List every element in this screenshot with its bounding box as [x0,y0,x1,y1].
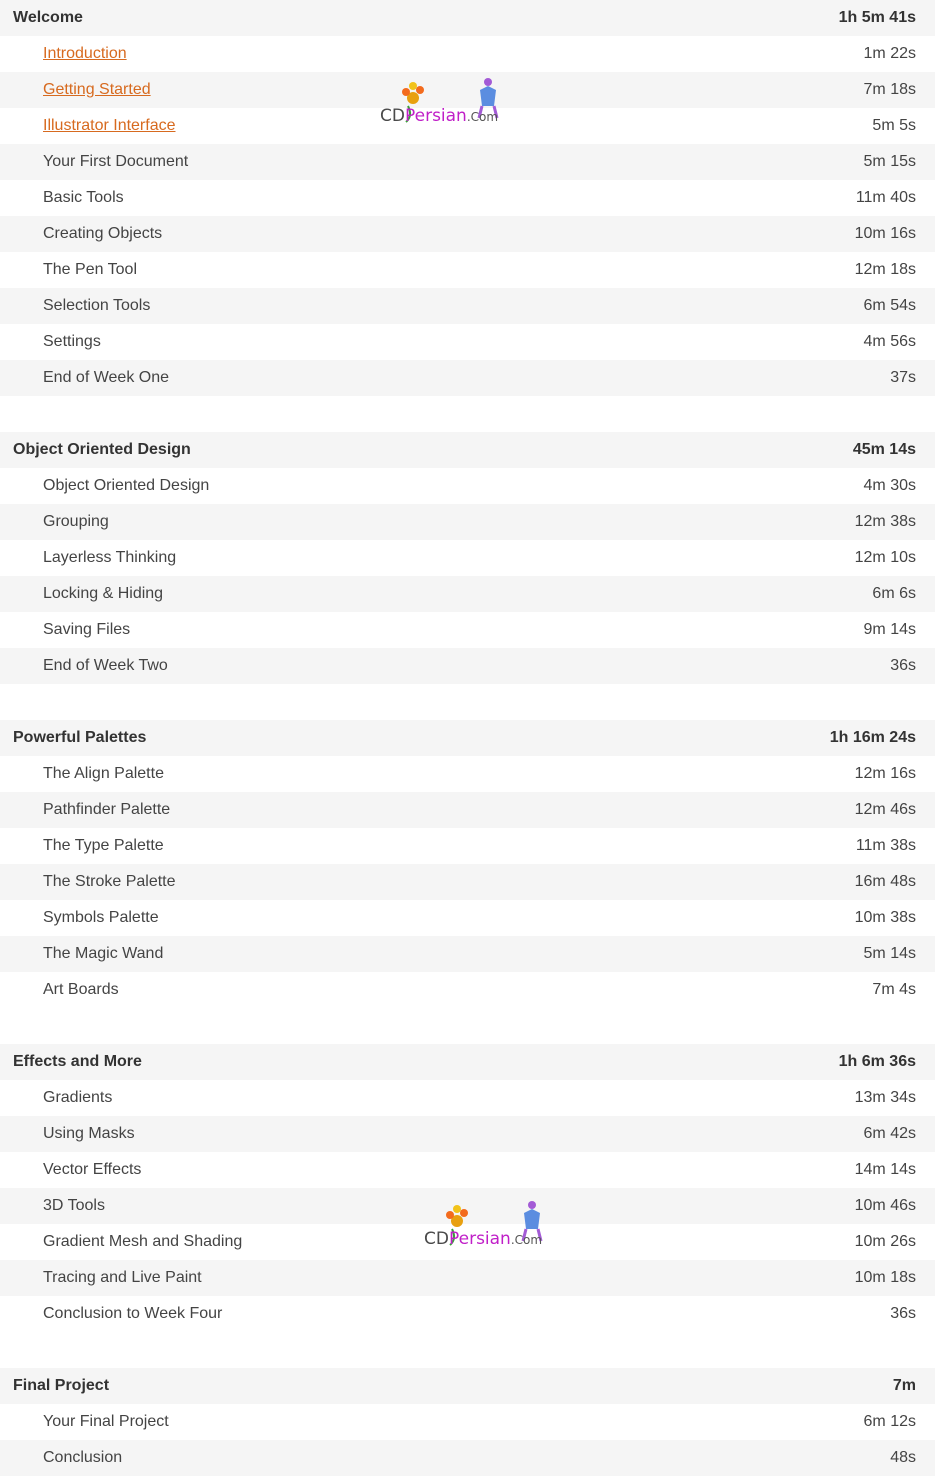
lesson-title [43,540,176,576]
lesson-row [0,1296,935,1332]
lesson-duration: 48s [890,1449,916,1466]
lesson-title-text: Vector Effects [43,1161,142,1178]
lesson-row [0,1080,935,1116]
lesson-title-text: Basic Tools [43,189,124,206]
lesson-title-text: The Magic Wand [43,945,164,962]
lesson-title [43,252,137,288]
lesson-link[interactable]: Illustrator Interface [43,117,176,134]
lesson-title-text: Selection Tools [43,297,151,314]
lesson-title [43,1116,135,1152]
lesson-row [0,144,935,180]
section-duration: 1h 16m 24s [829,729,916,746]
lesson-title [43,288,150,324]
lesson-row [0,900,935,936]
lesson-title-text: Grouping [43,513,109,530]
section-duration: 1h 6m 36s [838,1053,916,1070]
lesson-title-text: Using Masks [43,1125,135,1142]
section-spacer [0,1008,935,1044]
section-duration: 7m [892,1377,916,1394]
lesson-title [43,324,101,360]
lesson-title [43,1296,222,1332]
lesson-title-text: Your First Document [43,153,189,170]
lesson-row [0,828,935,864]
lesson-title [43,612,130,648]
lesson-duration: 9m 14s [863,621,916,638]
lesson-row [0,1260,935,1296]
lesson-title [43,144,188,180]
lesson-duration: 6m 42s [863,1125,916,1142]
lesson-title-text: Your Final Project [43,1413,169,1430]
lesson-title-text: The Type Palette [43,837,164,854]
lesson-link[interactable]: Getting Started [43,81,151,98]
lesson-title [43,504,109,540]
lesson-title [43,936,163,972]
lesson-duration: 6m 6s [872,585,916,602]
watermark-cd: CD [424,1229,449,1249]
lesson-row [0,1404,935,1440]
lesson-duration: 13m 34s [854,1089,916,1106]
lesson-duration: 10m 38s [854,909,916,926]
lesson-title [43,1260,202,1296]
watermark-logo [380,72,510,132]
lesson-title-text: Art Boards [43,981,119,998]
lesson-title [43,864,176,900]
lesson-duration: 12m 46s [854,801,916,818]
lesson-title [43,1080,112,1116]
lesson-duration: 36s [890,1305,916,1322]
watermark-com: .Com [466,110,499,124]
lesson-title-text: Pathfinder Palette [43,801,171,818]
section-spacer [0,684,935,720]
lesson-row [0,972,935,1008]
section-duration: 1h 5m 41s [838,9,916,26]
lesson-duration: 14m 14s [854,1161,916,1178]
lesson-duration: 4m 30s [863,477,916,494]
section-title: Object Oriented Design [13,441,191,458]
lesson-title [43,108,176,144]
lesson-link[interactable]: Introduction [43,45,127,62]
lesson-row [0,360,935,396]
section-title: Powerful Palettes [13,729,147,746]
watermark-persian: Persian [448,1229,511,1249]
watermark-logo [424,1195,554,1255]
lesson-title-text: Conclusion [43,1449,123,1466]
lesson-title-text: Symbols Palette [43,909,159,926]
lesson-title-text: The Pen Tool [43,261,137,278]
lesson-duration: 5m 14s [863,945,916,962]
lesson-row [0,936,935,972]
lesson-title [43,468,209,504]
section-header [0,1368,935,1404]
lesson-title [43,648,168,684]
section-header [0,720,935,756]
lesson-title-text: Gradient Mesh and Shading [43,1233,243,1250]
lesson-title-text: The Stroke Palette [43,873,176,890]
lesson-title [43,72,151,108]
lesson-title-text: Object Oriented Design [43,477,210,494]
watermark-persian: Persian [404,106,467,126]
lesson-title [43,792,170,828]
lesson-title-text: Saving Files [43,621,131,638]
lesson-duration: 10m 46s [854,1197,916,1214]
watermark-cd: CD [380,106,405,126]
lesson-duration: 12m 10s [854,549,916,566]
lesson-row [0,540,935,576]
lesson-duration: 5m 15s [863,153,916,170]
lesson-row [0,216,935,252]
lesson-title [43,576,163,612]
lesson-duration: 6m 12s [863,1413,916,1430]
lesson-duration: 36s [890,657,916,674]
lesson-title [43,1188,105,1224]
lesson-duration: 11m 40s [855,189,916,206]
lesson-title [43,900,159,936]
section-spacer [0,396,935,432]
lesson-title [43,1440,122,1476]
lesson-duration: 7m 4s [872,981,916,998]
lesson-row [0,180,935,216]
lesson-row [0,864,935,900]
section-duration: 45m 14s [852,441,916,458]
lesson-row [0,504,935,540]
lesson-row [0,576,935,612]
lesson-title [43,1404,169,1440]
lesson-row [0,468,935,504]
lesson-title [43,972,119,1008]
lesson-duration: 12m 16s [854,765,916,782]
lesson-title [43,828,164,864]
lesson-title-text: Locking & Hiding [43,585,164,602]
section-header [0,432,935,468]
lesson-title-text: End of Week One [43,369,169,386]
lesson-title-text: Layerless Thinking [43,549,177,566]
lesson-title-text: Settings [43,333,101,350]
lesson-row [0,1152,935,1188]
lesson-row [0,324,935,360]
lesson-title-text: Tracing and Live Paint [43,1269,202,1286]
lesson-row [0,648,935,684]
lesson-title [43,360,169,396]
lesson-duration: 37s [890,369,916,386]
lesson-duration: 1m 22s [863,45,916,62]
lesson-duration: 5m 5s [872,117,916,134]
lesson-row [0,1440,935,1476]
lesson-duration: 4m 56s [863,333,916,350]
lesson-title-text: End of Week Two [43,657,168,674]
section-title: Effects and More [13,1053,142,1070]
section-title: Final Project [13,1377,110,1394]
lesson-title-text: Gradients [43,1089,113,1106]
lesson-duration: 12m 18s [854,261,916,278]
lesson-duration: 11m 38s [855,837,916,854]
lesson-row [0,756,935,792]
lesson-title-text: Conclusion to Week Four [43,1305,223,1322]
lesson-duration: 16m 48s [854,873,916,890]
lesson-row [0,288,935,324]
lesson-title [43,36,127,72]
lesson-duration: 10m 26s [854,1233,916,1250]
lesson-title [43,1224,242,1260]
section-header [0,1044,935,1080]
lesson-duration: 10m 16s [854,225,916,242]
lesson-duration: 12m 38s [854,513,916,530]
section-header [0,0,935,36]
lesson-row [0,252,935,288]
lesson-row [0,1116,935,1152]
lesson-title [43,180,124,216]
section-title: Welcome [13,9,83,26]
lesson-row [0,612,935,648]
lesson-title [43,1152,141,1188]
lesson-title [43,756,164,792]
section-spacer [0,1332,935,1368]
lesson-row[interactable] [0,36,935,72]
lesson-title-text: Creating Objects [43,225,163,242]
lesson-title [43,216,162,252]
lesson-duration: 7m 18s [863,81,916,98]
watermark-com: .Com [510,1233,543,1247]
lesson-row [0,792,935,828]
lesson-title-text: 3D Tools [43,1197,105,1214]
lesson-duration: 6m 54s [863,297,916,314]
lesson-title-text: The Align Palette [43,765,164,782]
lesson-duration: 10m 18s [854,1269,916,1286]
